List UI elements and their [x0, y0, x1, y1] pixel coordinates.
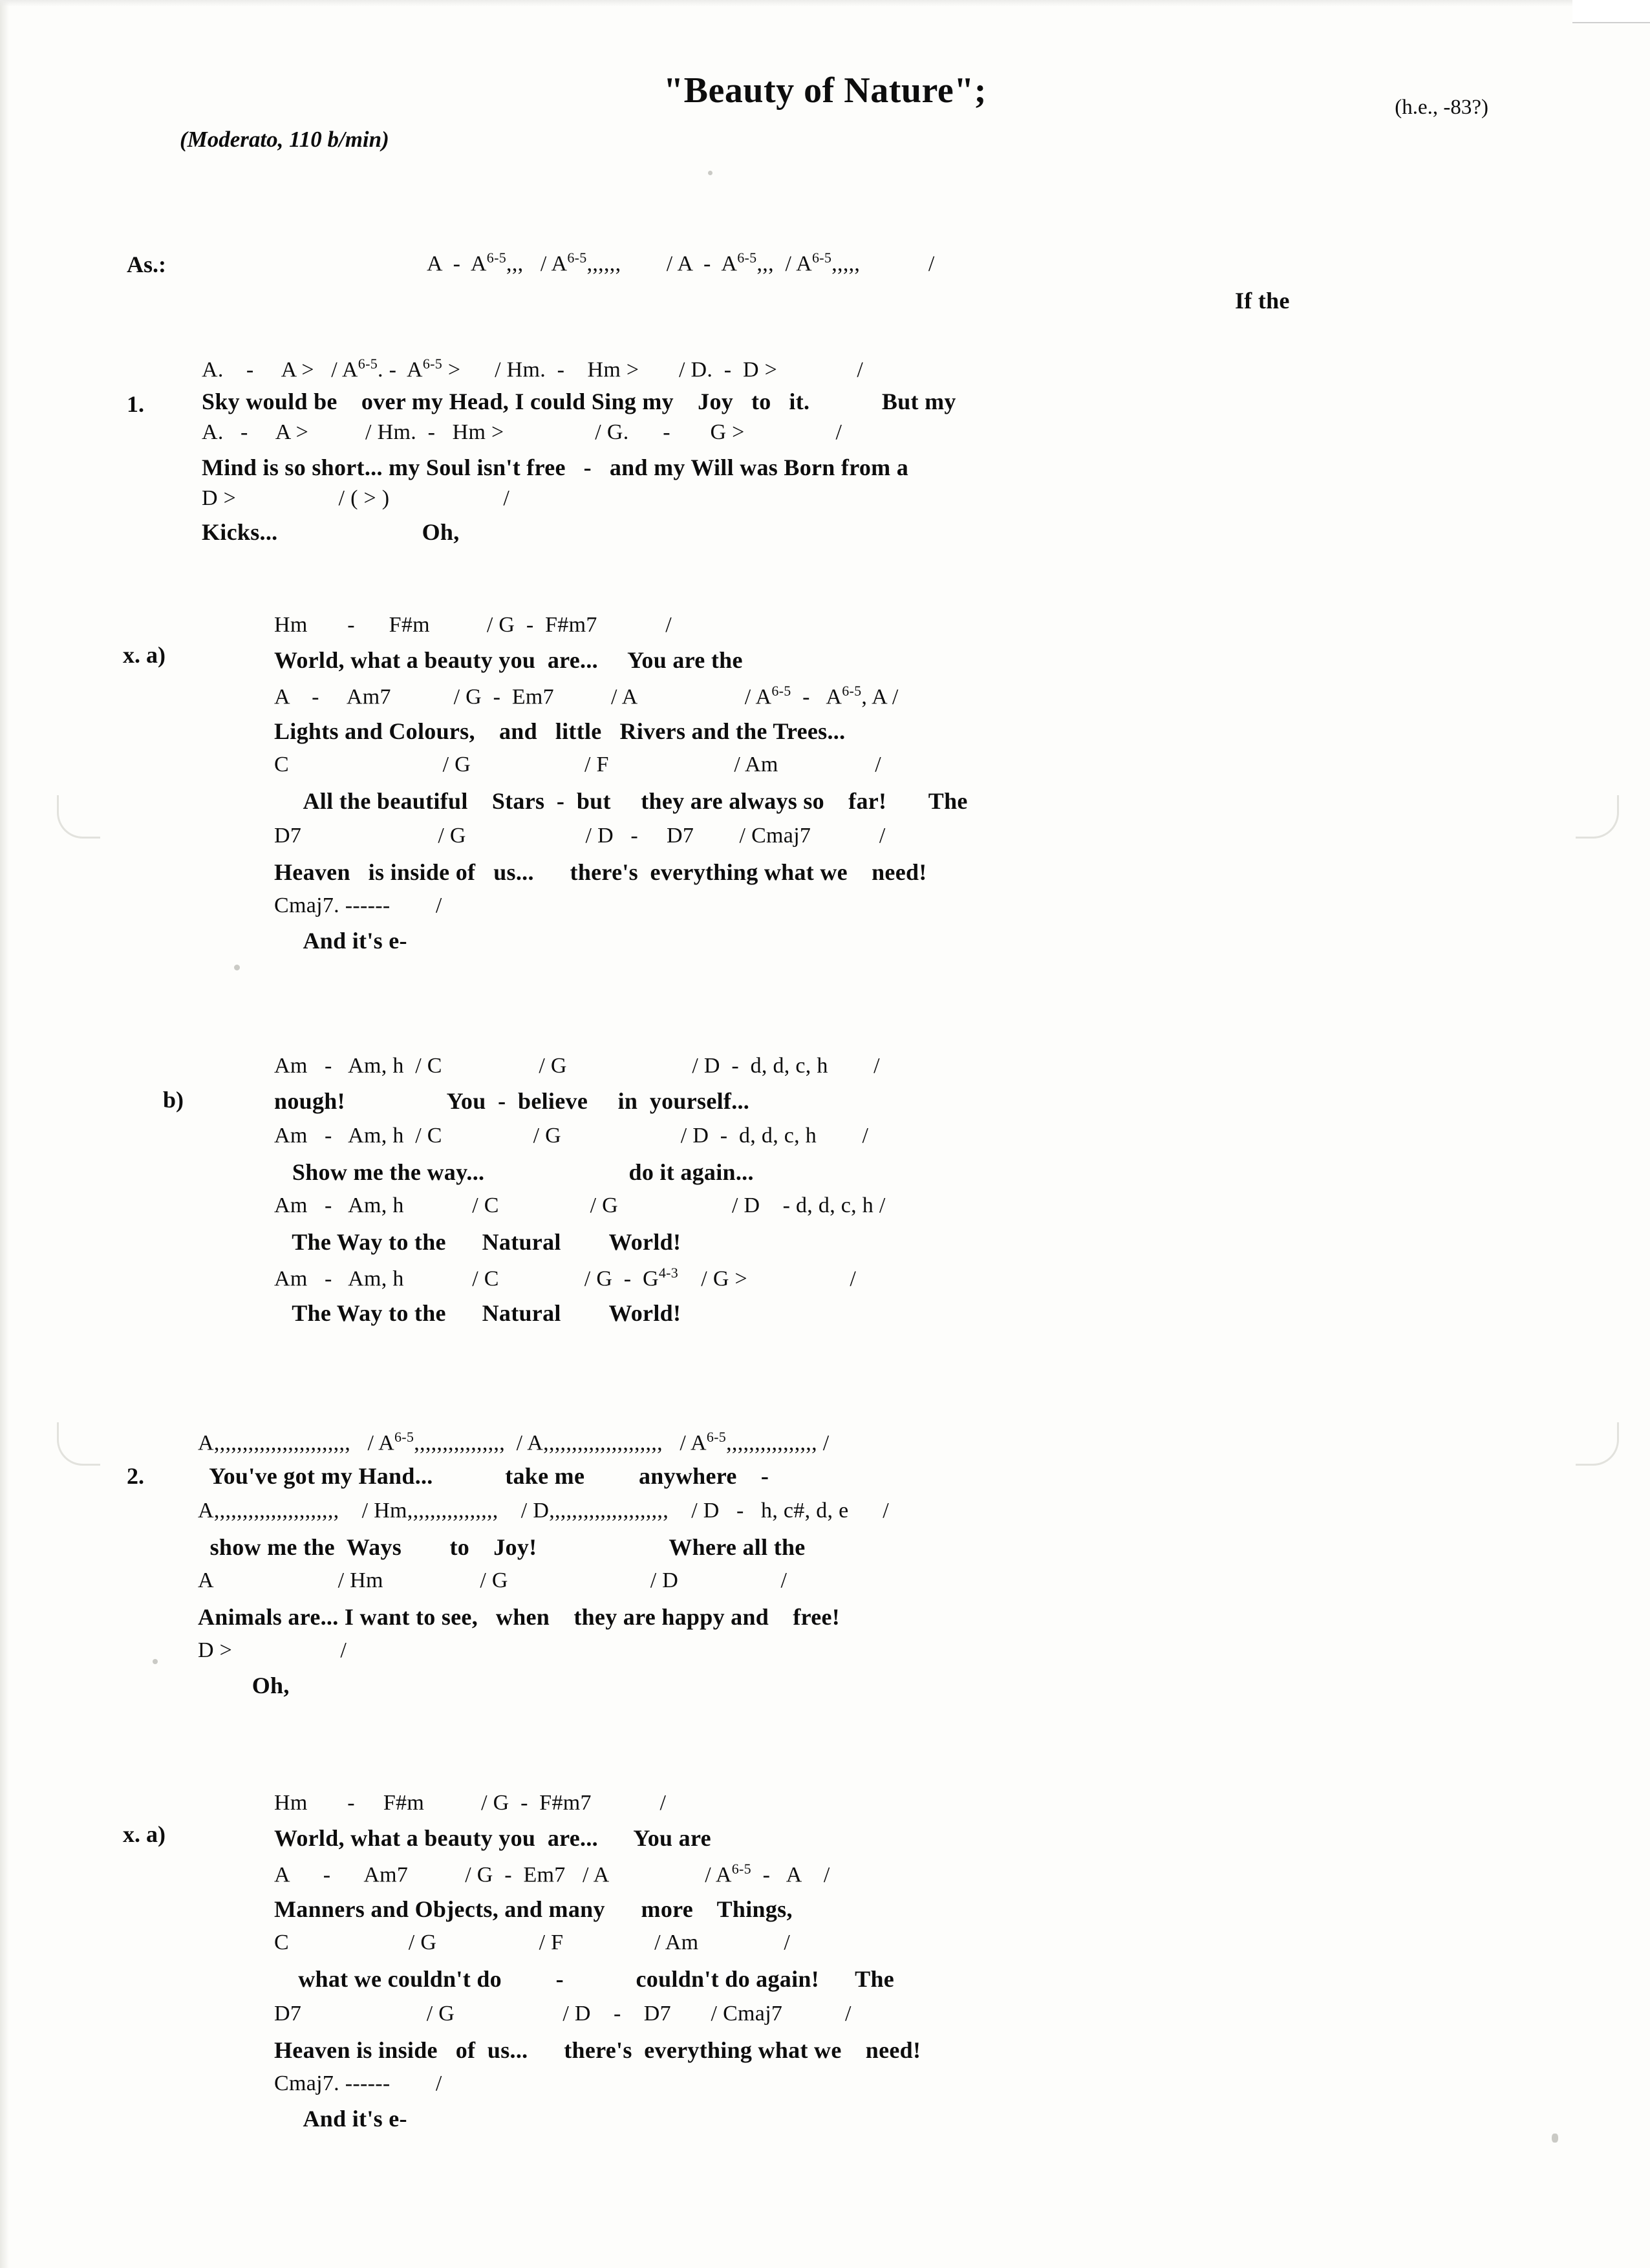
chord-line: Cmaj7. ------ /: [274, 893, 442, 917]
lyric-line: Heaven is inside of us... there's everything what we need!: [274, 859, 927, 885]
chord-line: A / Hm / G / D /: [198, 1568, 788, 1592]
chord-line: A,,,,,,,,,,,,,,,,,,,,,,,, / $A^{6-5}$,,,,,,,,,,,,,,,, / A,,,,,,,,,,,,,,,,,,,,, / $A^{6-5}$,,,,,,,,,,,,,,,, /: [198, 1429, 830, 1455]
scan-speck: [153, 1659, 158, 1664]
chord-line: Am - Am, h / C / G / D - d, d, c, h /: [274, 1193, 886, 1217]
lyric-line: All the beautiful Stars - but they are always so far! The: [274, 788, 968, 814]
lyric-line: show me the Ways to Joy! Where all the: [198, 1534, 806, 1560]
chord-line: A - $A^{6-5}$,,, / $A^{6-5}$,,,,,, / A - $A^{6-5}$,,, / $A^{6-5}$,,,,, /: [427, 250, 935, 276]
scan-speck: [1552, 2134, 1558, 2143]
page-edge-shadow-left: [0, 0, 9, 2268]
binder-hole-mark-right-2: [1576, 1422, 1619, 1466]
lyric-line: Sky would be over my Head, I could Sing my Joy to it. But my: [202, 389, 956, 414]
chord-line: C / G / F / Am /: [274, 1931, 791, 1954]
chord-line: A,,,,,,,,,,,,,,,,,,,,,, / Hm,,,,,,,,,,,,,,,, / D,,,,,,,,,,,,,,,,,,,,, / D - h, c#, d, e /: [198, 1499, 890, 1523]
chord-line: D7 / G / D - D7 / Cmaj7 /: [274, 2002, 852, 2026]
lyric-line: If the: [1235, 288, 1290, 314]
lyric-line: World, what a beauty you are... You are the: [274, 647, 743, 673]
chord-line: A - Am7 / G - Em7 / A / $A^{6-5}$ - A /: [274, 1861, 830, 1887]
section-marker: 2.: [127, 1463, 144, 1489]
section-marker: x. a): [123, 642, 166, 668]
chord-line: A - Am7 / G - Em7 / A / $A^{6-5} - A^{6-5}$, A /: [274, 683, 899, 709]
lyric-line: Show me the way... do it again...: [274, 1159, 754, 1185]
chord-line: Am - Am, h / C / G / D - d, d, c, h /: [274, 1054, 880, 1078]
chord-line: Hm - F#m / G - F#m7 /: [274, 1791, 667, 1815]
section-marker: As.:: [127, 251, 166, 277]
page-corner-fold: [1572, 0, 1650, 23]
lyric-line: what we couldn't do - couldn't do again! The: [274, 1966, 895, 1992]
chord-line: A. - A > / $A^{6-5}$. - $A^{6-5}$ > / Hm. - Hm > / D. - D > /: [202, 356, 864, 382]
lyric-line: Lights and Colours, and little Rivers and the Trees...: [274, 718, 846, 744]
scan-speck: [708, 171, 712, 175]
binder-hole-mark-left-2: [57, 1422, 100, 1466]
lyric-line: And it's e-: [274, 928, 407, 954]
page-title: "Beauty of Nature";: [663, 70, 987, 111]
lyric-line: Manners and Objects, and many more Things,: [274, 1896, 793, 1922]
chord-line: D > /: [198, 1638, 347, 1662]
section-marker: b): [163, 1087, 184, 1113]
chord-line: Am - Am, h / C / G / D - d, d, c, h /: [274, 1124, 869, 1148]
lyric-line: Mind is so short... my Soul isn't free - and my Will was Born from a: [202, 455, 909, 480]
section-marker: 1.: [127, 391, 144, 417]
chord-line: C / G / F / Am /: [274, 753, 881, 776]
lyric-line: Oh,: [198, 1673, 290, 1698]
scan-speck: [234, 965, 240, 970]
chord-line: D7 / G / D - D7 / Cmaj7 /: [274, 824, 886, 848]
binder-hole-mark-right-1: [1576, 795, 1619, 839]
lyric-line: Kicks... Oh,: [202, 519, 460, 545]
binder-hole-mark-left-1: [57, 795, 100, 839]
lyric-line: Animals are... I want to see, when they are happy and free!: [198, 1604, 841, 1630]
chord-line: Cmaj7. ------ /: [274, 2071, 442, 2095]
chord-line: A. - A > / Hm. - Hm > / G. - G > /: [202, 420, 842, 444]
section-marker: x. a): [123, 1821, 166, 1847]
page-edge-shadow-top: [0, 0, 1650, 6]
chord-line: Hm - F#m / G - F#m7 /: [274, 613, 672, 637]
lyric-line: And it's e-: [274, 2106, 407, 2132]
chord-line: D > / ( > ) /: [202, 486, 510, 510]
lyric-line: The Way to the Natural World!: [274, 1229, 681, 1255]
header-note: (h.e., -83?): [1395, 96, 1488, 119]
lyric-line: Heaven is inside of us... there's everything what we need!: [274, 2037, 921, 2063]
lyric-line: The Way to the Natural World!: [274, 1300, 681, 1326]
lyric-line: You've got my Hand... take me anywhere -: [198, 1463, 769, 1489]
lyric-line: nough! You - believe in yourself...: [274, 1088, 750, 1114]
tempo-marking: (Moderato, 110 b/min): [180, 127, 389, 152]
lyric-line: World, what a beauty you are... You are: [274, 1825, 711, 1851]
chord-line: Am - Am, h / C / G - $G^{4-3}$ / G > /: [274, 1265, 857, 1291]
